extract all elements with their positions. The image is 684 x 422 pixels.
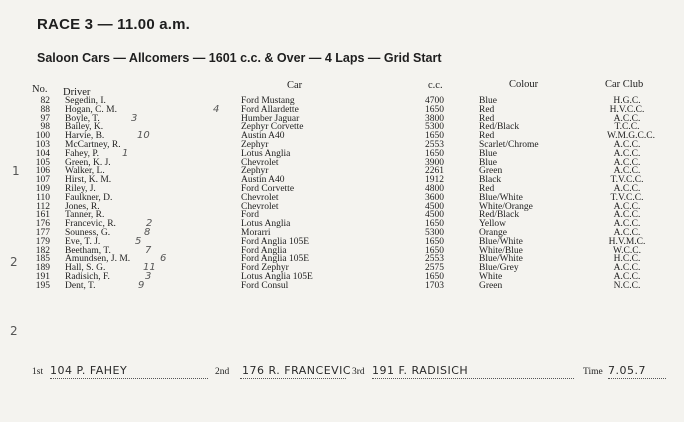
cell-no: 98 — [40, 122, 50, 133]
table-row — [0, 279, 684, 291]
cell-driver: Tanner, R. — [65, 210, 105, 221]
cell-cc: 4800 — [425, 183, 444, 194]
cell-no: 179 — [35, 236, 50, 247]
position-mark: 4 — [213, 103, 220, 115]
cell-colour: Blue/Grey — [479, 263, 519, 274]
cell-driver: Hall, S. G. — [65, 263, 106, 274]
cell-colour: Blue — [479, 96, 497, 106]
cell-cc: 3900 — [425, 157, 444, 168]
cell-car: Ford Consul — [241, 280, 289, 291]
cell-no: 112 — [36, 201, 50, 212]
cell-club: H.G.C. — [613, 96, 641, 106]
column-header-club: Car Club — [605, 79, 644, 90]
margin-mark: 2 — [10, 324, 18, 338]
position-mark: 8 — [144, 226, 151, 238]
column-header-car: Car — [287, 80, 303, 91]
cell-club: T.C.C. — [614, 122, 640, 133]
cell-driver: Boyle, T. — [65, 113, 100, 124]
cell-driver: Harvie, B. — [65, 131, 105, 142]
first-place-label: 1st — [32, 367, 44, 377]
cell-cc: 1650 — [425, 219, 444, 230]
cell-no: 106 — [35, 166, 50, 177]
cell-no: 105 — [35, 157, 50, 168]
cell-cc: 3800 — [425, 113, 444, 124]
cell-club: A.C.C. — [613, 166, 641, 177]
cell-colour: White/Blue — [479, 245, 523, 256]
cell-cc: 2553 — [425, 254, 444, 265]
cell-no: 82 — [40, 96, 50, 106]
cell-car: Chevrolet — [241, 157, 279, 168]
cell-car: Lotus Anglia — [241, 219, 291, 230]
cell-driver: Amundsen, J. M. — [65, 254, 131, 265]
cell-no: 191 — [35, 271, 50, 282]
cell-club: A.C.C. — [613, 271, 641, 282]
table-row — [0, 103, 684, 115]
cell-no: 100 — [35, 131, 50, 142]
cell-club: H.V.C.C. — [609, 104, 645, 115]
cell-colour: Blue/White — [479, 236, 523, 247]
cell-car: Lotus Anglia — [241, 148, 291, 159]
cell-no: 161 — [35, 210, 50, 221]
cell-colour: Green — [479, 166, 503, 177]
cell-cc: 1650 — [425, 236, 444, 247]
third-place-line — [372, 378, 574, 379]
cell-driver: Radisich, F. — [65, 271, 110, 282]
position-mark: 10 — [137, 130, 150, 142]
third-place-label: 3rd — [352, 367, 365, 377]
cell-cc: 4700 — [425, 96, 444, 106]
second-place-line — [240, 378, 346, 379]
cell-club: A.C.C. — [613, 210, 641, 221]
margin-mark: 2 — [10, 255, 18, 269]
cell-cc: 2575 — [425, 263, 444, 274]
cell-club: T.V.C.C. — [610, 175, 644, 186]
cell-no: 182 — [35, 245, 50, 256]
position-mark: 5 — [135, 235, 142, 247]
cell-car: Austin A40 — [241, 175, 285, 186]
cell-driver: Fahey, P. — [65, 148, 99, 159]
cell-colour: White — [479, 271, 503, 282]
cell-driver: Green, K. J. — [65, 157, 111, 168]
first-place-value: 104 P. FAHEY — [50, 364, 128, 377]
cell-colour: Red — [479, 183, 495, 194]
cell-driver: Dent, T. — [65, 280, 96, 291]
cell-cc: 1650 — [425, 148, 444, 159]
second-place-label: 2nd — [215, 367, 230, 377]
column-header-driver: Driver — [63, 87, 91, 98]
cell-driver: Hirst, K. M. — [65, 175, 112, 186]
cell-driver: Faulkner, D. — [65, 192, 113, 203]
cell-colour: Red/Black — [479, 122, 520, 133]
cell-car: Chevrolet — [241, 192, 279, 203]
table-row — [0, 176, 684, 185]
cell-club: N.C.C. — [613, 280, 641, 291]
cell-colour: Red — [479, 131, 495, 142]
cell-no: 97 — [40, 113, 50, 124]
cell-colour: Yellow — [479, 219, 507, 230]
cell-club: T.V.C.C. — [610, 192, 644, 203]
cell-colour: Blue — [479, 148, 497, 159]
cell-cc: 1703 — [425, 280, 444, 291]
cell-club: A.C.C. — [613, 157, 641, 168]
cell-no: 103 — [35, 139, 50, 150]
cell-cc: 5300 — [425, 227, 444, 238]
cell-driver: Eve, T. J. — [65, 236, 101, 247]
time-label: Time — [583, 367, 603, 377]
cell-no: 189 — [35, 263, 50, 274]
cell-car: Zephyr — [241, 166, 269, 177]
margin-mark: 1 — [12, 164, 20, 178]
cell-car: Ford Zephyr — [241, 263, 289, 274]
cell-no: 177 — [35, 227, 50, 238]
cell-colour: White/Orange — [479, 201, 533, 212]
cell-car: Chevrolet — [241, 201, 279, 212]
cell-cc: 4500 — [425, 210, 444, 221]
cell-cc: 1650 — [425, 271, 444, 282]
cell-cc: 1650 — [425, 245, 444, 256]
column-header-no: No. — [32, 84, 48, 95]
position-mark: 6 — [160, 253, 167, 265]
cell-club: A.C.C. — [613, 263, 641, 274]
cell-no: 176 — [35, 219, 50, 230]
position-mark: 11 — [143, 262, 156, 274]
cell-colour: Black — [479, 175, 502, 186]
cell-driver: Bailey, K. — [65, 122, 104, 133]
cell-colour: Blue/White — [479, 192, 523, 203]
position-mark: 9 — [138, 279, 145, 291]
position-mark: 7 — [145, 244, 152, 256]
cell-driver: McCartney, R. — [65, 139, 121, 150]
time-line — [608, 378, 666, 379]
cell-car: Ford Anglia 105E — [241, 254, 310, 265]
cell-car: Ford Anglia 105E — [241, 236, 310, 247]
cell-car: Austin A40 — [241, 131, 285, 142]
cell-no: 185 — [35, 254, 50, 265]
cell-club: A.C.C. — [613, 183, 641, 194]
cell-colour: Green — [479, 280, 503, 291]
cell-club: A.C.C. — [613, 227, 641, 238]
second-place-value: 176 R. FRANCEVIC — [242, 364, 352, 377]
position-mark: 2 — [146, 218, 153, 230]
cell-driver: Souness, G. — [65, 227, 111, 238]
cell-club: W.C.C. — [613, 245, 641, 256]
cell-no: 109 — [35, 183, 50, 194]
third-place-value: 191 F. RADISICH — [372, 364, 469, 377]
cell-colour: Scarlet/Chrome — [479, 139, 539, 150]
entry-list — [0, 97, 684, 291]
first-place-line — [50, 378, 208, 379]
cell-colour: Red — [479, 104, 495, 115]
cell-car: Ford Anglia — [241, 245, 287, 256]
cell-club: A.C.C. — [613, 201, 641, 212]
cell-driver: Francevic, R. — [65, 219, 116, 230]
cell-car: Humber Jaguar — [241, 113, 300, 124]
cell-club: W.M.G.C.C. — [607, 131, 655, 142]
cell-car: Ford Mustang — [241, 96, 295, 106]
cell-cc: 4500 — [425, 201, 444, 212]
cell-club: A.C.C. — [613, 219, 641, 230]
table-row — [0, 141, 684, 150]
cell-driver: Riley, J. — [65, 183, 96, 194]
cell-no: 110 — [36, 192, 50, 203]
cell-colour: Red/Black — [479, 210, 520, 221]
cell-club: H.C.C. — [613, 254, 641, 265]
cell-cc: 3600 — [425, 192, 444, 203]
cell-no: 195 — [35, 280, 50, 291]
cell-car: Ford Corvette — [241, 183, 295, 194]
cell-driver: Jones, R. — [65, 201, 100, 212]
cell-cc: 2261 — [425, 166, 444, 177]
cell-club: A.C.C. — [613, 139, 641, 150]
time-value: 7.05.7 — [608, 364, 646, 377]
position-mark: 3 — [145, 270, 152, 282]
position-mark: 1 — [122, 147, 129, 159]
cell-club: A.C.C. — [613, 148, 641, 159]
cell-driver: Walker, L. — [65, 166, 105, 177]
cell-car: Zephyr — [241, 139, 269, 150]
cell-no: 107 — [35, 175, 50, 186]
cell-no: 104 — [35, 148, 50, 159]
column-header-cc: c.c. — [428, 80, 443, 91]
cell-colour: Red — [479, 113, 495, 124]
cell-cc: 1650 — [425, 104, 444, 115]
cell-cc: 5300 — [425, 122, 444, 133]
cell-cc: 1912 — [425, 175, 444, 186]
cell-cc: 1650 — [425, 131, 444, 142]
cell-colour: Blue/White — [479, 254, 523, 265]
table-row — [0, 226, 684, 238]
position-mark: 3 — [131, 112, 138, 124]
cell-car: Lotus Anglia 105E — [241, 271, 313, 282]
table-row — [0, 270, 684, 282]
cell-car: Morarri — [241, 227, 271, 238]
cell-driver: Segedin, I. — [65, 96, 106, 106]
cell-colour: Blue — [479, 157, 497, 168]
cell-driver: Beetham, T. — [65, 245, 111, 256]
cell-driver: Hogan, C. M. — [65, 104, 117, 115]
cell-cc: 2553 — [425, 139, 444, 150]
cell-colour: Orange — [479, 227, 507, 238]
cell-car: Zephyr Corvette — [241, 122, 304, 133]
table-row — [0, 194, 684, 203]
cell-car: Ford — [241, 210, 259, 221]
cell-no: 88 — [40, 104, 50, 115]
column-header-colour: Colour — [509, 79, 539, 90]
cell-club: A.C.C. — [613, 113, 641, 124]
cell-car: Ford Allardette — [241, 104, 299, 115]
cell-club: H.V.M.C. — [608, 236, 646, 247]
race-subheading: Saloon Cars — Allcomers — 1601 c.c. & Over — 4 Laps — Grid Start — [37, 51, 442, 65]
race-heading: RACE 3 — 11.00 a.m. — [37, 16, 191, 33]
